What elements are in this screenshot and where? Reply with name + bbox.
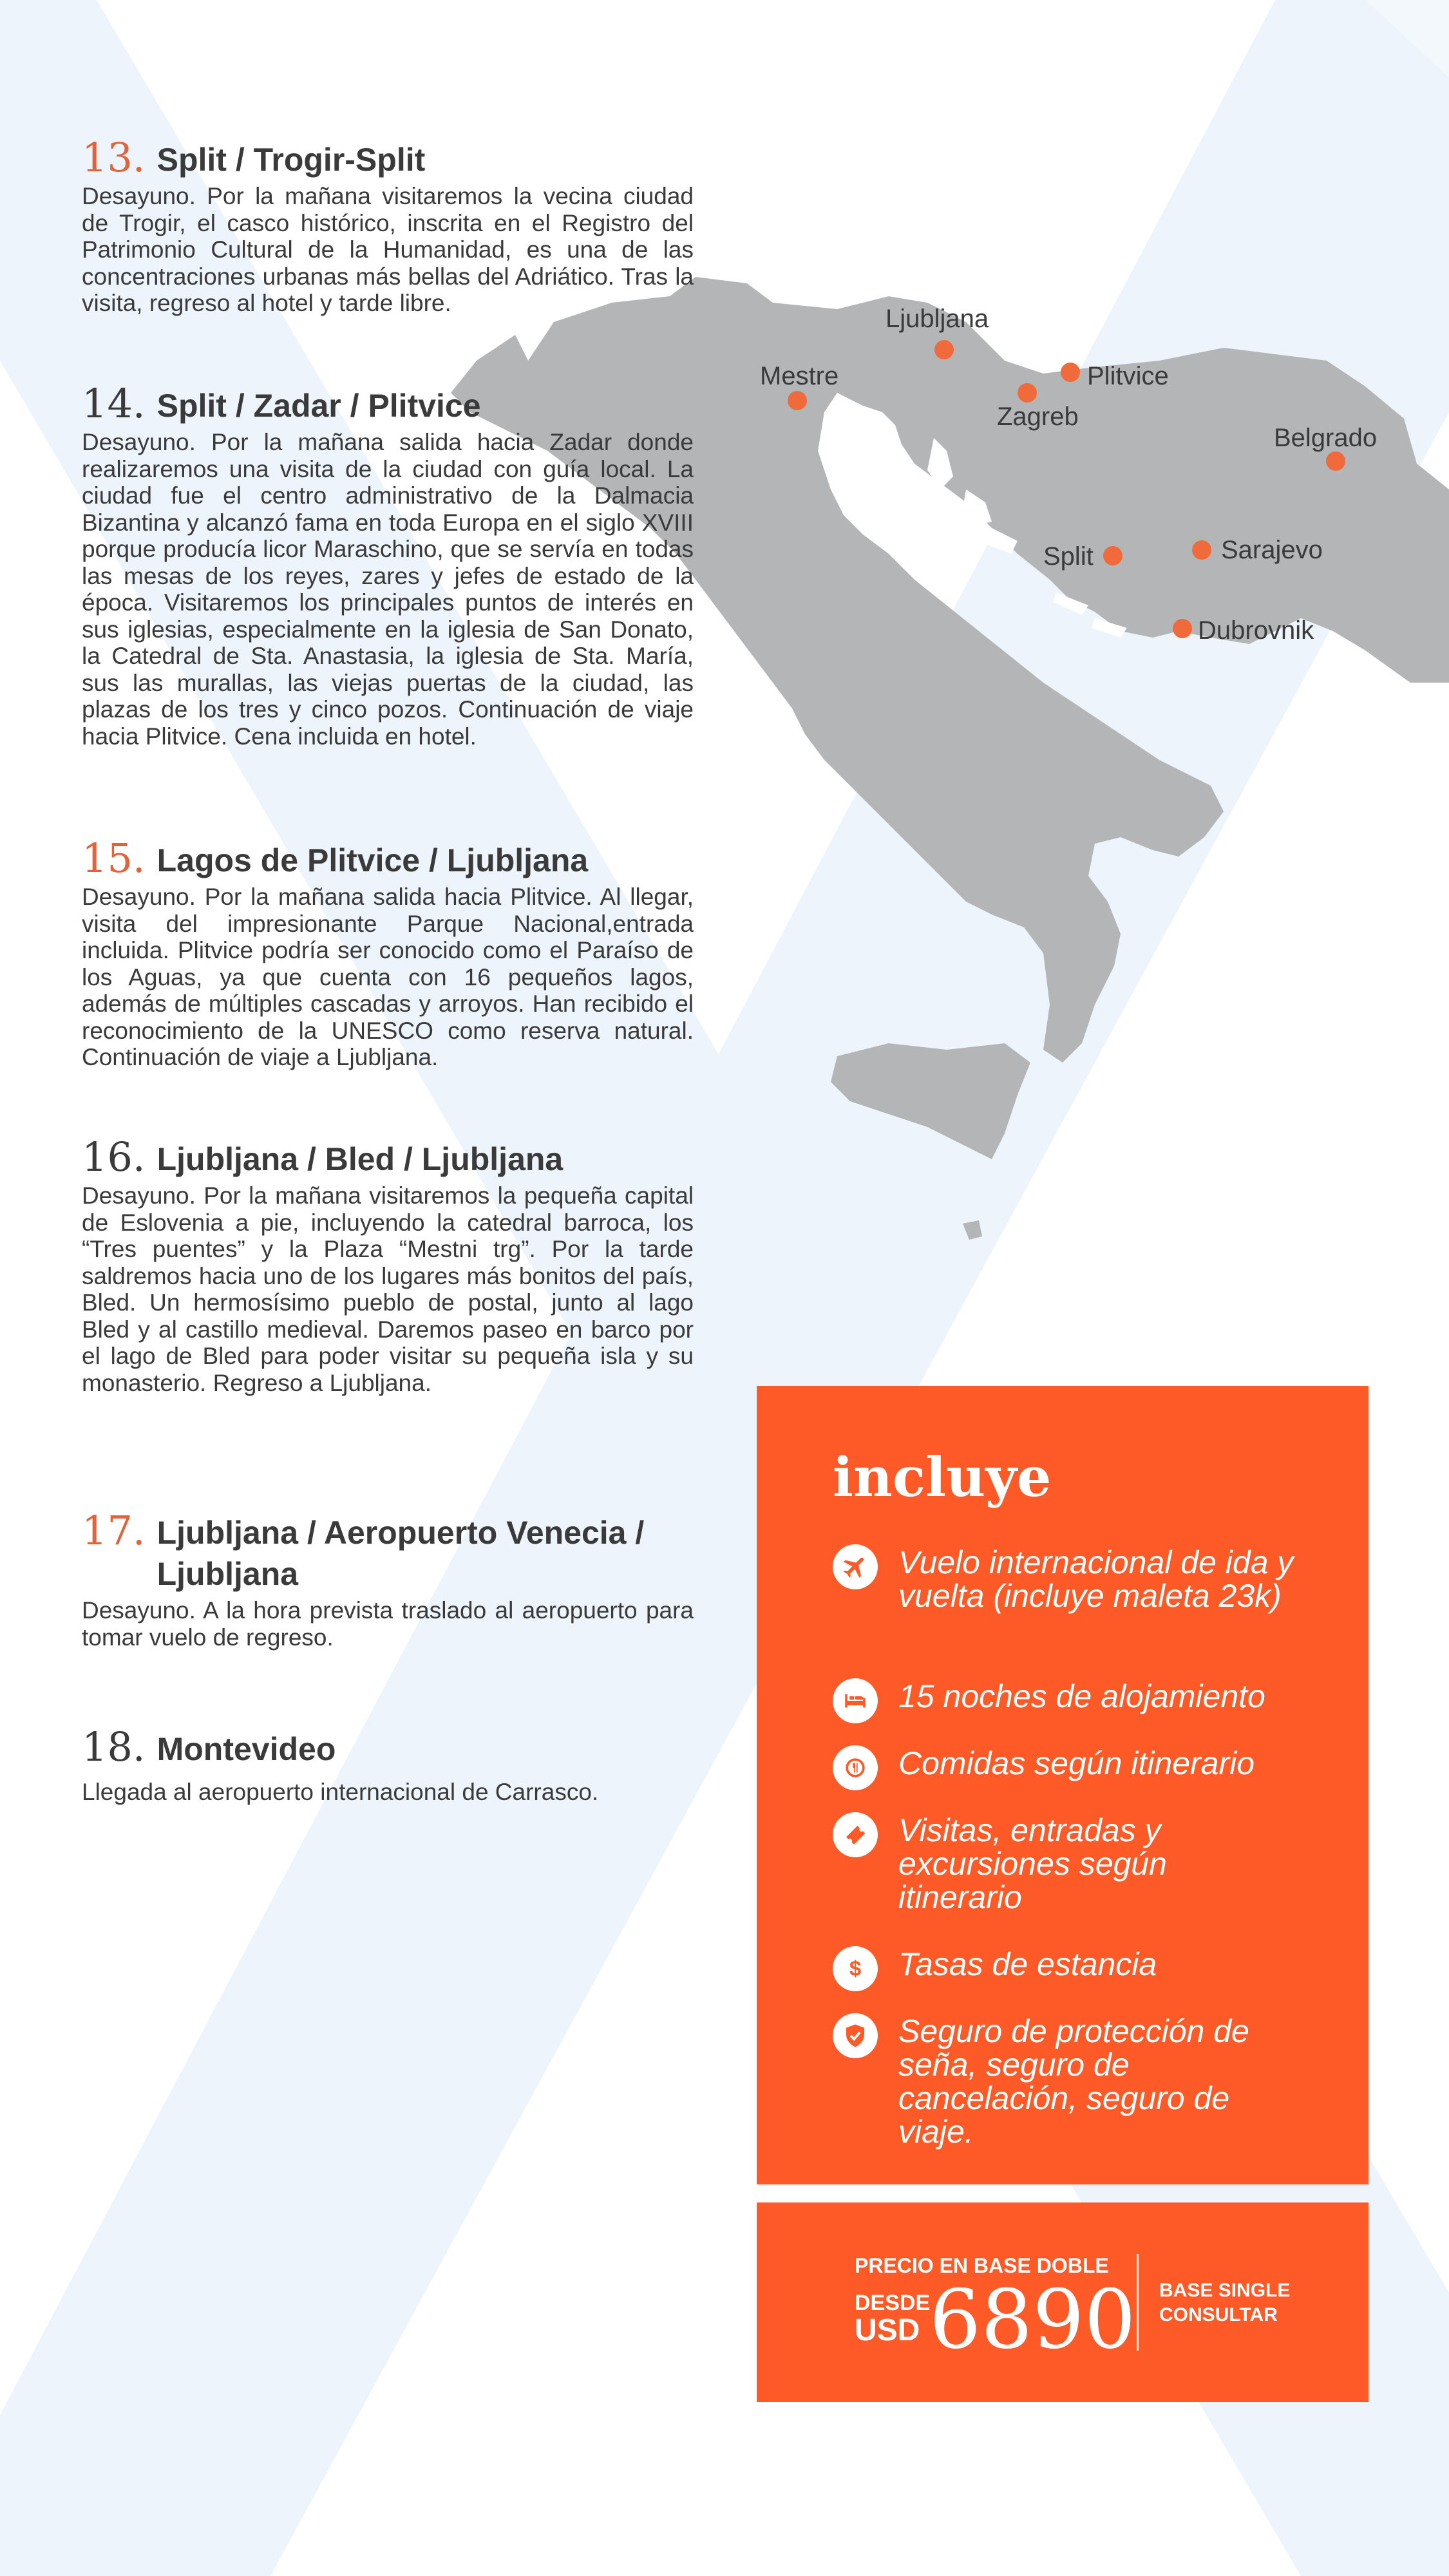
include-text: Comidas según itinerario <box>898 1745 1255 1781</box>
city-label-mestre: Mestre <box>760 362 839 390</box>
day-number: 17. <box>82 1507 146 1554</box>
include-item-lodging <box>833 1680 1296 1723</box>
price-value: 6890 <box>929 2272 1136 2367</box>
include-text: Tasas de estancia <box>898 1946 1157 1982</box>
bed-icon <box>833 1678 878 1723</box>
include-item-meals <box>833 1747 1296 1790</box>
city-label-split: Split <box>1043 542 1094 571</box>
day-title: Ljubljana / Bled / Ljubljana <box>156 1141 564 1177</box>
include-text: Seguro de protección de seña, seguro de cancelación, seguro de viaje. <box>898 2013 1249 2150</box>
include-item-insurance <box>833 2014 1296 2148</box>
day-16 <box>82 1135 694 1396</box>
day-15 <box>82 836 694 1071</box>
day-number: 18. <box>82 1723 146 1770</box>
include-item-taxes <box>833 1947 1296 1991</box>
day-description: Desayuno. Por la mañana salida hacia Plitvice. Al llegar, visita del impresionante Parque Nacional,entrada incluida. Plitvice podría ser conocido como el Paraíso de los Aguas, ya que cuenta con 16 pequeños lagos, además de múltiples cascadas y arroyos. Han recibido el reconocimiento de la UNESCO como reserva natural. Continuación de viaje a Ljubljana. <box>82 884 694 1070</box>
day-14 <box>82 381 694 750</box>
day-13 <box>82 135 694 317</box>
price-single-note <box>1159 2278 1327 2327</box>
city-label-sarajevo: Sarajevo <box>1221 536 1323 564</box>
city-label-zagreb: Zagreb <box>997 402 1079 431</box>
include-item-flight <box>833 1546 1296 1613</box>
day-title: Montevideo <box>156 1731 336 1767</box>
day-title: Lagos de Plitvice / Ljubljana <box>156 842 589 878</box>
day-description: Desayuno. A la hora prevista traslado al aeropuerto para tomar vuelo de regreso. <box>82 1597 694 1651</box>
price-single-line: BASE SINGLE <box>1159 2280 1291 2301</box>
city-label-ljubljana: Ljubljana <box>886 305 989 333</box>
price-currency: USD <box>855 2313 920 2347</box>
day-number: 15. <box>82 835 146 882</box>
day-18 <box>82 1725 694 1806</box>
ticket-icon <box>833 1812 878 1857</box>
price-panel <box>757 2202 1368 2402</box>
day-description: Desayuno. Por la mañana salida hacia Zadar donde realizaremos una visita de la ciudad con guía local. La ciudad fue el centro administrativo de la Dalmacia Bizantina y alcanzó fama en toda Europa en el siglo XVIII porque producía licor Maraschino, que se servía en todas las mesas de los reyes, zares y jefes de estado de la época. Visitaremos los principales puntos de interés en sus iglesias, especialmente en la iglesia de San Donato, la Catedral de Sta. Anastasia, la iglesia de Sta. María, sus las murallas, las viejas puertas de la ciudad, las plazas de los tres y cinco pozos. Continuación de viaje hacia Plitvice. Cena incluida en hotel. <box>82 429 694 750</box>
city-label-belgrado: Belgrado <box>1274 424 1378 452</box>
price-divider <box>1137 2254 1139 2351</box>
include-text: Visitas, entradas y excursiones según itinerario <box>898 1812 1167 1915</box>
shield-check-icon <box>833 2013 878 2058</box>
day-17 <box>82 1508 694 1651</box>
day-title: Split / Trogir-Split <box>156 142 426 178</box>
day-title: Split / Zadar / Plitvice <box>156 388 481 424</box>
meal-icon <box>833 1745 878 1790</box>
price-heading: PRECIO EN BASE DOBLE <box>855 2254 1109 2277</box>
include-item-visits <box>833 1814 1296 1914</box>
airplane-icon <box>833 1544 878 1589</box>
include-text: 15 noches de alojamiento <box>898 1678 1265 1714</box>
dollar-icon <box>833 1946 878 1991</box>
day-number: 14. <box>82 380 146 427</box>
includes-title: incluye <box>833 1445 1052 1509</box>
city-label-dubrovnik: Dubrovnik <box>1198 616 1314 645</box>
day-number: 16. <box>82 1133 146 1180</box>
day-description: Desayuno. Por la mañana visitaremos la vecina ciudad de Trogir, el casco histórico, inscrita en el Registro del Patrimonio Cultural de la Humanidad, es una de las concentraciones urbanas más bellas del Adriático. Tras la visita, regreso al hotel y tarde libre. <box>82 183 694 316</box>
day-number: 13. <box>82 134 146 181</box>
price-single-line: CONSULTAR <box>1159 2304 1278 2325</box>
day-description: Llegada al aeropuerto internacional de Carrasco. <box>82 1779 599 1805</box>
day-description: Desayuno. Por la mañana visitaremos la pequeña capital de Eslovenia a pie, incluyendo la catedral barroca, los “Tres puentes” y la Plaza “Mestni trg”. Por la tarde saldremos hacia uno de los lugares más bonitos del país, Bled. Un hermosísimo pueblo de postal, junto al lago Bled y al castillo medieval. Daremos paseo en barco por el lago de Bled para poder visitar su pequeña isla y su monasterio. Regreso a Ljubljana. <box>82 1182 694 1396</box>
include-text: Vuelo internacional de ida y vuelta (incluye maleta 23k) <box>898 1544 1294 1614</box>
day-title: Ljubljana / Aeropuerto Venecia / Ljubljana <box>156 1515 645 1592</box>
price-from-label: DESDE <box>855 2291 931 2315</box>
svg-text:$: $ <box>849 1956 862 1980</box>
city-label-plitvice: Plitvice <box>1087 362 1169 390</box>
includes-panel <box>757 1386 1368 2184</box>
